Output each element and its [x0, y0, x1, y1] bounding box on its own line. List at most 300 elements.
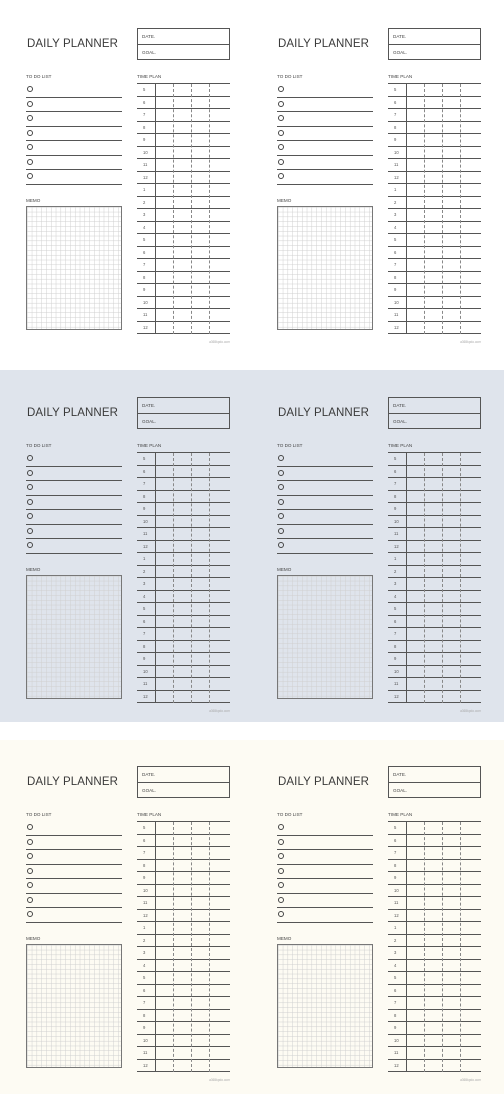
checkbox-circle-icon[interactable]: [278, 455, 284, 461]
hour-label: 8: [143, 274, 146, 280]
time-slot-row[interactable]: [388, 284, 481, 297]
checkbox-circle-icon[interactable]: [27, 513, 33, 519]
goal-field[interactable]: GOAL.: [142, 50, 157, 55]
checkbox-circle-icon[interactable]: [278, 513, 284, 519]
time-column-divider: [442, 453, 443, 703]
time-slot-row[interactable]: [137, 159, 230, 172]
hour-label: 8: [394, 493, 397, 499]
hour-label: 7: [143, 112, 146, 117]
time-slot-row[interactable]: [137, 822, 230, 835]
hour-label: 7: [394, 631, 397, 636]
todo-item[interactable]: [277, 156, 373, 171]
time-slot-row[interactable]: [388, 222, 481, 235]
checkbox-circle-icon[interactable]: [27, 839, 33, 845]
todo-item[interactable]: [277, 539, 373, 554]
time-slot-row[interactable]: [388, 616, 481, 629]
time-slot-row[interactable]: [388, 172, 481, 185]
time-slot-row[interactable]: [137, 985, 230, 998]
checkbox-circle-icon[interactable]: [27, 86, 33, 92]
hour-label: 8: [394, 274, 397, 280]
planner-band-3: [0, 740, 504, 1094]
hour-label: 9: [143, 875, 146, 880]
hour-label: 12: [394, 543, 399, 549]
time-plan-table: [137, 821, 230, 1072]
hour-label: 6: [143, 468, 146, 474]
time-column-divider: [155, 453, 156, 703]
todo-list: [277, 821, 373, 923]
checkbox-circle-icon[interactable]: [278, 542, 284, 548]
todo-item[interactable]: [277, 850, 373, 865]
checkbox-circle-icon[interactable]: [278, 115, 284, 121]
checkbox-circle-icon[interactable]: [278, 101, 284, 107]
checkbox-circle-icon[interactable]: [278, 159, 284, 165]
time-slot-row[interactable]: [137, 109, 230, 122]
checkbox-circle-icon[interactable]: [278, 130, 284, 136]
checkbox-circle-icon[interactable]: [27, 173, 33, 179]
time-slot-row[interactable]: [388, 1022, 481, 1035]
todo-item[interactable]: [277, 170, 373, 185]
time-slot-row[interactable]: [388, 84, 481, 97]
time-slot-row[interactable]: [137, 872, 230, 885]
checkbox-circle-icon[interactable]: [27, 470, 33, 476]
hour-label: 5: [143, 825, 146, 830]
todo-item[interactable]: [26, 156, 122, 171]
time-slot-row[interactable]: [388, 259, 481, 272]
time-slot-row[interactable]: [137, 1060, 230, 1073]
memo-grid[interactable]: [26, 206, 122, 330]
todo-item[interactable]: [277, 496, 373, 511]
time-slot-row[interactable]: [137, 885, 230, 898]
todo-item[interactable]: [26, 894, 122, 909]
time-slot-row[interactable]: [137, 184, 230, 197]
checkbox-circle-icon[interactable]: [27, 115, 33, 121]
time-slot-row[interactable]: [388, 835, 481, 848]
time-slot-row[interactable]: [137, 97, 230, 110]
todo-list-label: TO DO LIST: [26, 74, 52, 79]
checkbox-circle-icon[interactable]: [27, 484, 33, 490]
checkbox-circle-icon[interactable]: [278, 882, 284, 888]
todo-item[interactable]: [277, 141, 373, 156]
checkbox-circle-icon[interactable]: [27, 499, 33, 505]
time-slot-row[interactable]: [137, 578, 230, 591]
time-slot-row[interactable]: [388, 516, 481, 529]
time-slot-row[interactable]: [137, 910, 230, 923]
hour-label: 1: [394, 925, 397, 930]
todo-item[interactable]: [26, 510, 122, 525]
checkbox-circle-icon[interactable]: [278, 484, 284, 490]
todo-item[interactable]: [277, 98, 373, 113]
time-slot-row[interactable]: [388, 234, 481, 247]
time-slot-row[interactable]: [388, 147, 481, 160]
hour-label: 3: [394, 212, 397, 217]
time-slot-row[interactable]: [137, 147, 230, 160]
checkbox-circle-icon[interactable]: [278, 144, 284, 150]
hour-label: 2: [394, 568, 397, 574]
time-slot-row[interactable]: [137, 653, 230, 666]
time-slot-row[interactable]: [137, 528, 230, 541]
todo-item[interactable]: [277, 510, 373, 525]
time-slot-row[interactable]: [137, 1035, 230, 1048]
time-slot-row[interactable]: [388, 872, 481, 885]
time-slot-row[interactable]: [388, 159, 481, 172]
hour-label: 11: [143, 900, 148, 905]
time-slot-row[interactable]: [388, 309, 481, 322]
time-slot-row[interactable]: [137, 860, 230, 873]
memo-grid[interactable]: [277, 575, 373, 699]
todo-item[interactable]: [26, 879, 122, 894]
todo-item[interactable]: [26, 539, 122, 554]
time-slot-row[interactable]: [388, 466, 481, 479]
time-slot-row[interactable]: [388, 691, 481, 704]
time-slot-row[interactable]: [137, 972, 230, 985]
todo-item[interactable]: [26, 127, 122, 142]
time-slot-row[interactable]: [388, 491, 481, 504]
goal-field[interactable]: GOAL.: [393, 419, 408, 424]
todo-item[interactable]: [277, 83, 373, 98]
checkbox-circle-icon[interactable]: [27, 130, 33, 136]
time-slot-row[interactable]: [137, 641, 230, 654]
hour-label: 11: [394, 312, 399, 317]
time-slot-row[interactable]: [137, 453, 230, 466]
hour-label: 2: [394, 937, 397, 943]
time-slot-row[interactable]: [137, 566, 230, 579]
time-slot-row[interactable]: [388, 322, 481, 335]
todo-item[interactable]: [277, 865, 373, 880]
time-slot-row[interactable]: [388, 947, 481, 960]
time-slot-row[interactable]: [388, 1060, 481, 1073]
time-slot-row[interactable]: [388, 578, 481, 591]
todo-item[interactable]: [277, 908, 373, 923]
time-slot-row[interactable]: [388, 960, 481, 973]
time-slot-row[interactable]: [388, 822, 481, 835]
time-slot-row[interactable]: [137, 922, 230, 935]
time-slot-row[interactable]: [388, 972, 481, 985]
hour-label: 6: [143, 99, 146, 105]
time-slot-row[interactable]: [137, 1047, 230, 1060]
time-slot-row[interactable]: [137, 960, 230, 973]
checkbox-circle-icon[interactable]: [27, 528, 33, 534]
hour-label: 11: [143, 1050, 148, 1055]
checkbox-circle-icon[interactable]: [27, 911, 33, 917]
time-slot-row[interactable]: [137, 478, 230, 491]
time-slot-row[interactable]: [137, 122, 230, 135]
checkbox-circle-icon[interactable]: [278, 824, 284, 830]
time-slot-row[interactable]: [388, 922, 481, 935]
time-slot-row[interactable]: [388, 184, 481, 197]
todo-item[interactable]: [26, 112, 122, 127]
hour-label: 6: [394, 837, 397, 843]
time-slot-row[interactable]: [137, 172, 230, 185]
time-plan-table: [388, 452, 481, 703]
time-slot-row[interactable]: [137, 947, 230, 960]
time-slot-row[interactable]: [137, 284, 230, 297]
checkbox-circle-icon[interactable]: [278, 853, 284, 859]
checkbox-circle-icon[interactable]: [278, 839, 284, 845]
date-field[interactable]: DATE.: [138, 398, 229, 414]
time-slot-row[interactable]: [388, 134, 481, 147]
memo-grid[interactable]: [277, 944, 373, 1068]
todo-item[interactable]: [277, 467, 373, 482]
checkbox-circle-icon[interactable]: [278, 868, 284, 874]
date-goal-box: [137, 766, 230, 798]
time-slot-row[interactable]: [137, 322, 230, 335]
checkbox-circle-icon[interactable]: [27, 882, 33, 888]
time-column-divider: [173, 453, 174, 703]
time-slot-row[interactable]: [137, 603, 230, 616]
todo-item[interactable]: [26, 496, 122, 511]
todo-item[interactable]: [26, 525, 122, 540]
time-slot-row[interactable]: [137, 491, 230, 504]
time-slot-row[interactable]: [388, 860, 481, 873]
checkbox-circle-icon[interactable]: [27, 868, 33, 874]
time-slot-row[interactable]: [137, 591, 230, 604]
checkbox-circle-icon[interactable]: [27, 897, 33, 903]
memo-label: MEMO: [277, 198, 292, 203]
hour-label: 5: [143, 975, 146, 980]
time-slot-row[interactable]: [388, 641, 481, 654]
hour-label: 12: [394, 1062, 399, 1068]
memo-label: MEMO: [277, 936, 292, 941]
hour-label: 8: [394, 643, 397, 649]
time-slot-row[interactable]: [137, 297, 230, 310]
todo-item[interactable]: [277, 525, 373, 540]
goal-field[interactable]: GOAL.: [142, 788, 157, 793]
hour-label: 11: [394, 162, 399, 167]
todo-item[interactable]: [277, 836, 373, 851]
hour-label: 11: [143, 681, 148, 686]
time-slot-row[interactable]: [137, 247, 230, 260]
checkbox-circle-icon[interactable]: [27, 144, 33, 150]
todo-item[interactable]: [277, 821, 373, 836]
time-slot-row[interactable]: [137, 553, 230, 566]
planner-title: DAILY PLANNER: [278, 38, 369, 50]
time-slot-row[interactable]: [137, 628, 230, 641]
todo-item[interactable]: [26, 467, 122, 482]
time-slot-row[interactable]: [137, 616, 230, 629]
time-slot-row[interactable]: [137, 259, 230, 272]
time-slot-row[interactable]: [388, 1035, 481, 1048]
time-slot-row[interactable]: [137, 209, 230, 222]
time-slot-row[interactable]: [388, 272, 481, 285]
hour-label: 8: [394, 124, 397, 130]
daily-planner-page: [25, 28, 250, 348]
checkbox-circle-icon[interactable]: [278, 470, 284, 476]
time-slot-row[interactable]: [388, 603, 481, 616]
time-slot-row[interactable]: [137, 272, 230, 285]
todo-item[interactable]: [26, 850, 122, 865]
time-slot-row[interactable]: [388, 247, 481, 260]
memo-grid[interactable]: [26, 575, 122, 699]
todo-item[interactable]: [26, 821, 122, 836]
todo-item[interactable]: [26, 98, 122, 113]
hour-label: 9: [143, 287, 146, 292]
todo-item[interactable]: [277, 879, 373, 894]
checkbox-circle-icon[interactable]: [27, 159, 33, 165]
todo-list: [26, 452, 122, 554]
time-slot-row[interactable]: [388, 209, 481, 222]
time-slot-row[interactable]: [388, 1047, 481, 1060]
todo-item[interactable]: [26, 170, 122, 185]
time-slot-row[interactable]: [137, 1010, 230, 1023]
checkbox-circle-icon[interactable]: [27, 824, 33, 830]
todo-item[interactable]: [26, 141, 122, 156]
time-slot-row[interactable]: [137, 134, 230, 147]
hour-label: 5: [143, 456, 146, 461]
time-slot-row[interactable]: [388, 678, 481, 691]
time-slot-row[interactable]: [137, 935, 230, 948]
time-slot-row[interactable]: [137, 897, 230, 910]
hour-label: 2: [143, 937, 146, 943]
todo-item[interactable]: [26, 865, 122, 880]
hour-label: 10: [143, 299, 148, 305]
time-slot-row[interactable]: [137, 678, 230, 691]
time-slot-row[interactable]: [388, 628, 481, 641]
checkbox-circle-icon[interactable]: [278, 911, 284, 917]
time-slot-row[interactable]: [388, 109, 481, 122]
daily-planner-page: [276, 397, 501, 717]
time-column-divider: [209, 822, 210, 1072]
hour-label: 10: [394, 149, 399, 155]
time-slot-row[interactable]: [137, 466, 230, 479]
goal-field[interactable]: GOAL.: [142, 419, 157, 424]
time-slot-row[interactable]: [137, 997, 230, 1010]
time-plan-label: TIME PLAN: [137, 812, 162, 817]
todo-item[interactable]: [26, 908, 122, 923]
time-plan-label: TIME PLAN: [388, 812, 413, 817]
checkbox-circle-icon[interactable]: [27, 542, 33, 548]
time-slot-row[interactable]: [137, 197, 230, 210]
hour-label: 4: [394, 593, 397, 599]
todo-item[interactable]: [26, 83, 122, 98]
time-slot-row[interactable]: [137, 835, 230, 848]
goal-field[interactable]: GOAL.: [393, 788, 408, 793]
memo-grid[interactable]: [277, 206, 373, 330]
time-slot-row[interactable]: [388, 528, 481, 541]
hour-label: 12: [394, 912, 399, 918]
time-slot-row[interactable]: [388, 1010, 481, 1023]
date-field[interactable]: DATE.: [138, 767, 229, 783]
time-column-divider: [442, 84, 443, 334]
time-slot-row[interactable]: [388, 897, 481, 910]
time-slot-row[interactable]: [388, 653, 481, 666]
time-column-divider: [424, 84, 425, 334]
time-slot-row[interactable]: [137, 691, 230, 704]
memo-label: MEMO: [277, 567, 292, 572]
hour-label: 10: [143, 887, 148, 893]
hour-label: 9: [394, 875, 397, 880]
daily-planner-page: [276, 28, 501, 348]
time-slot-row[interactable]: [388, 566, 481, 579]
time-slot-row[interactable]: [137, 309, 230, 322]
time-slot-row[interactable]: [388, 997, 481, 1010]
todo-item[interactable]: [277, 894, 373, 909]
date-field[interactable]: DATE.: [138, 29, 229, 45]
hour-label: 9: [394, 287, 397, 292]
time-slot-row[interactable]: [137, 666, 230, 679]
time-column-divider: [406, 453, 407, 703]
goal-field[interactable]: GOAL.: [393, 50, 408, 55]
time-slot-row[interactable]: [388, 847, 481, 860]
hour-label: 1: [143, 187, 146, 192]
date-field[interactable]: DATE.: [389, 29, 480, 45]
time-slot-row[interactable]: [388, 503, 481, 516]
hour-label: 6: [394, 468, 397, 474]
time-slot-row[interactable]: [388, 591, 481, 604]
time-slot-row[interactable]: [137, 84, 230, 97]
todo-item[interactable]: [26, 481, 122, 496]
time-slot-row[interactable]: [137, 222, 230, 235]
date-field[interactable]: DATE.: [389, 767, 480, 783]
todo-item[interactable]: [277, 112, 373, 127]
time-slot-row[interactable]: [388, 478, 481, 491]
hour-label: 10: [394, 1037, 399, 1043]
todo-item[interactable]: [277, 452, 373, 467]
time-slot-row[interactable]: [137, 541, 230, 554]
time-plan-table: [137, 83, 230, 334]
todo-item[interactable]: [26, 836, 122, 851]
time-column-divider: [406, 822, 407, 1072]
todo-item[interactable]: [277, 127, 373, 142]
time-slot-row[interactable]: [388, 197, 481, 210]
time-slot-row[interactable]: [137, 516, 230, 529]
hour-label: 12: [143, 174, 148, 180]
hour-label: 9: [394, 506, 397, 511]
time-plan-label: TIME PLAN: [388, 74, 413, 79]
site-watermark: a365kpdo.com: [460, 709, 481, 713]
checkbox-circle-icon[interactable]: [278, 86, 284, 92]
time-slot-row[interactable]: [388, 666, 481, 679]
time-slot-row[interactable]: [388, 935, 481, 948]
checkbox-circle-icon[interactable]: [27, 853, 33, 859]
checkbox-circle-icon[interactable]: [27, 101, 33, 107]
time-slot-row[interactable]: [137, 847, 230, 860]
time-slot-row[interactable]: [388, 122, 481, 135]
time-slot-row[interactable]: [388, 985, 481, 998]
checkbox-circle-icon[interactable]: [27, 455, 33, 461]
checkbox-circle-icon[interactable]: [278, 897, 284, 903]
checkbox-circle-icon[interactable]: [278, 499, 284, 505]
hour-label: 9: [394, 137, 397, 142]
time-column-divider: [209, 453, 210, 703]
time-slot-row[interactable]: [388, 553, 481, 566]
time-slot-row[interactable]: [137, 234, 230, 247]
todo-item[interactable]: [277, 481, 373, 496]
time-slot-row[interactable]: [137, 1022, 230, 1035]
site-watermark: a365kpdo.com: [209, 1078, 230, 1082]
time-slot-row[interactable]: [388, 453, 481, 466]
checkbox-circle-icon[interactable]: [278, 173, 284, 179]
time-column-divider: [442, 822, 443, 1072]
todo-item[interactable]: [26, 452, 122, 467]
todo-list-label: TO DO LIST: [277, 443, 303, 448]
hour-label: 10: [394, 887, 399, 893]
checkbox-circle-icon[interactable]: [278, 528, 284, 534]
hour-label: 10: [143, 1037, 148, 1043]
hour-label: 12: [143, 693, 148, 699]
time-slot-row[interactable]: [388, 541, 481, 554]
time-slot-row[interactable]: [137, 503, 230, 516]
hour-label: 3: [394, 950, 397, 955]
time-column-divider: [460, 84, 461, 334]
memo-grid[interactable]: [26, 944, 122, 1068]
date-field[interactable]: DATE.: [389, 398, 480, 414]
time-slot-row[interactable]: [388, 910, 481, 923]
planner-band-2: [0, 370, 504, 722]
time-slot-row[interactable]: [388, 97, 481, 110]
time-slot-row[interactable]: [388, 885, 481, 898]
time-slot-row[interactable]: [388, 297, 481, 310]
time-plan-table: [388, 821, 481, 1072]
